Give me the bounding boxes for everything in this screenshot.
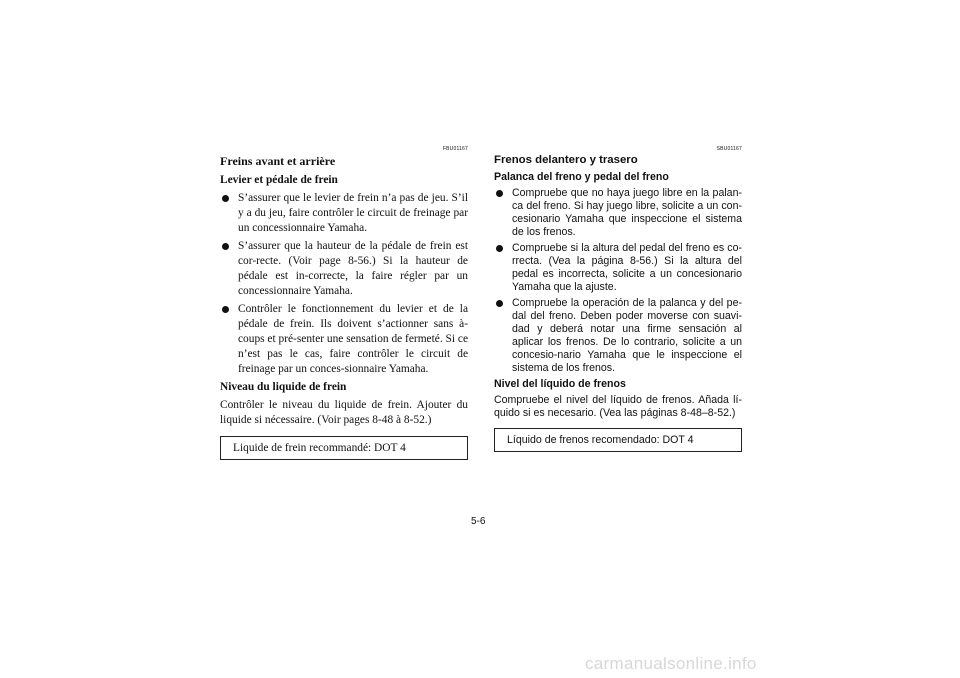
french-column [220, 146, 468, 460]
spec-box: Líquido de frenos recomendado: DOT 4 [494, 428, 742, 452]
list-item [220, 239, 468, 299]
spec-box: Liquide de frein recommandé: DOT 4 [220, 436, 468, 460]
spanish-column [494, 146, 742, 452]
list-item [220, 302, 468, 377]
list-item [494, 297, 742, 375]
section-title: Freins avant et arrière [220, 154, 336, 168]
bullet-icon [496, 245, 503, 252]
body-paragraph: Contrôler le niveau du liquide de frein. Ajouter du liquide si nécessaire. (Voir pages 8-48 à 8-52.) [220, 399, 468, 426]
list-item-text: Compruebe la operación de la palanca y del pe-dal del freno. Deben poder moverse con suavi-dad y deberá notar una firme sensación al aplicar los frenos. De lo contrario, solicite a un concesio-nario Yamaha que le inspeccione el sistema de los frenos. [512, 297, 742, 374]
subsection-title-lever-pedal: Palanca del freno y pedal del freno [494, 171, 669, 183]
section-title: Frenos delantero y trasero [494, 154, 638, 166]
body-paragraph: Compruebe el nivel del líquido de frenos. Añada lí-quido si es necesario. (Vea las páginas 8-48–8-52.) [494, 394, 742, 419]
bullet-icon [496, 190, 503, 197]
bullet-icon [222, 195, 229, 202]
section-code: SBU01167 [716, 146, 742, 152]
list-item-text: Contrôler le fonctionnement du levier et de la pédale de frein. Ils doivent s’actionner sans à-coups et pré-senter une sensation de fermeté. Si ce n’est pas le cas, faire contrôler le circuit de freinage par un conces-sionnaire Yamaha. [238, 303, 468, 375]
bullet-icon [222, 306, 229, 313]
subsection-title-fluid-level: Niveau du liquide de frein [220, 381, 347, 393]
list-item [494, 242, 742, 294]
subsection-title-lever-pedal: Levier et pédale de frein [220, 174, 338, 186]
section-code: FBU01167 [442, 146, 468, 152]
list-item-text: S’assurer que le levier de frein n’a pas de jeu. S’il y a du jeu, faire contrôler le circuit de freinage par un concessionnaire Yamaha. [238, 192, 468, 234]
list-item-text: S’assurer que la hauteur de la pédale de frein est cor-recte. (Voir page 8-56.) Si la hauteur de pédale est in-correcte, la faire régler par un concessionnaire Yamaha. [238, 240, 468, 297]
watermark: carmanualsonline.info [585, 654, 757, 673]
list-item [494, 187, 742, 239]
page-number: 5-6 [471, 516, 486, 527]
check-list [220, 191, 468, 377]
list-item [220, 191, 468, 236]
check-list [494, 187, 742, 375]
list-item-text: Compruebe si la altura del pedal del freno es co-rrecta. (Vea la página 8-56.) Si la altura del pedal es incorrecta, solicite a un concesionario Yamaha que la ajuste. [512, 242, 742, 293]
list-item-text: Compruebe que no haya juego libre en la palan-ca del freno. Si hay juego libre, solicite a un con-cesionario Yamaha que inspeccione el sistema de los frenos. [512, 187, 742, 238]
subsection-title-fluid-level: Nivel del líquido de frenos [494, 378, 626, 390]
bullet-icon [496, 300, 503, 307]
bullet-icon [222, 243, 229, 250]
